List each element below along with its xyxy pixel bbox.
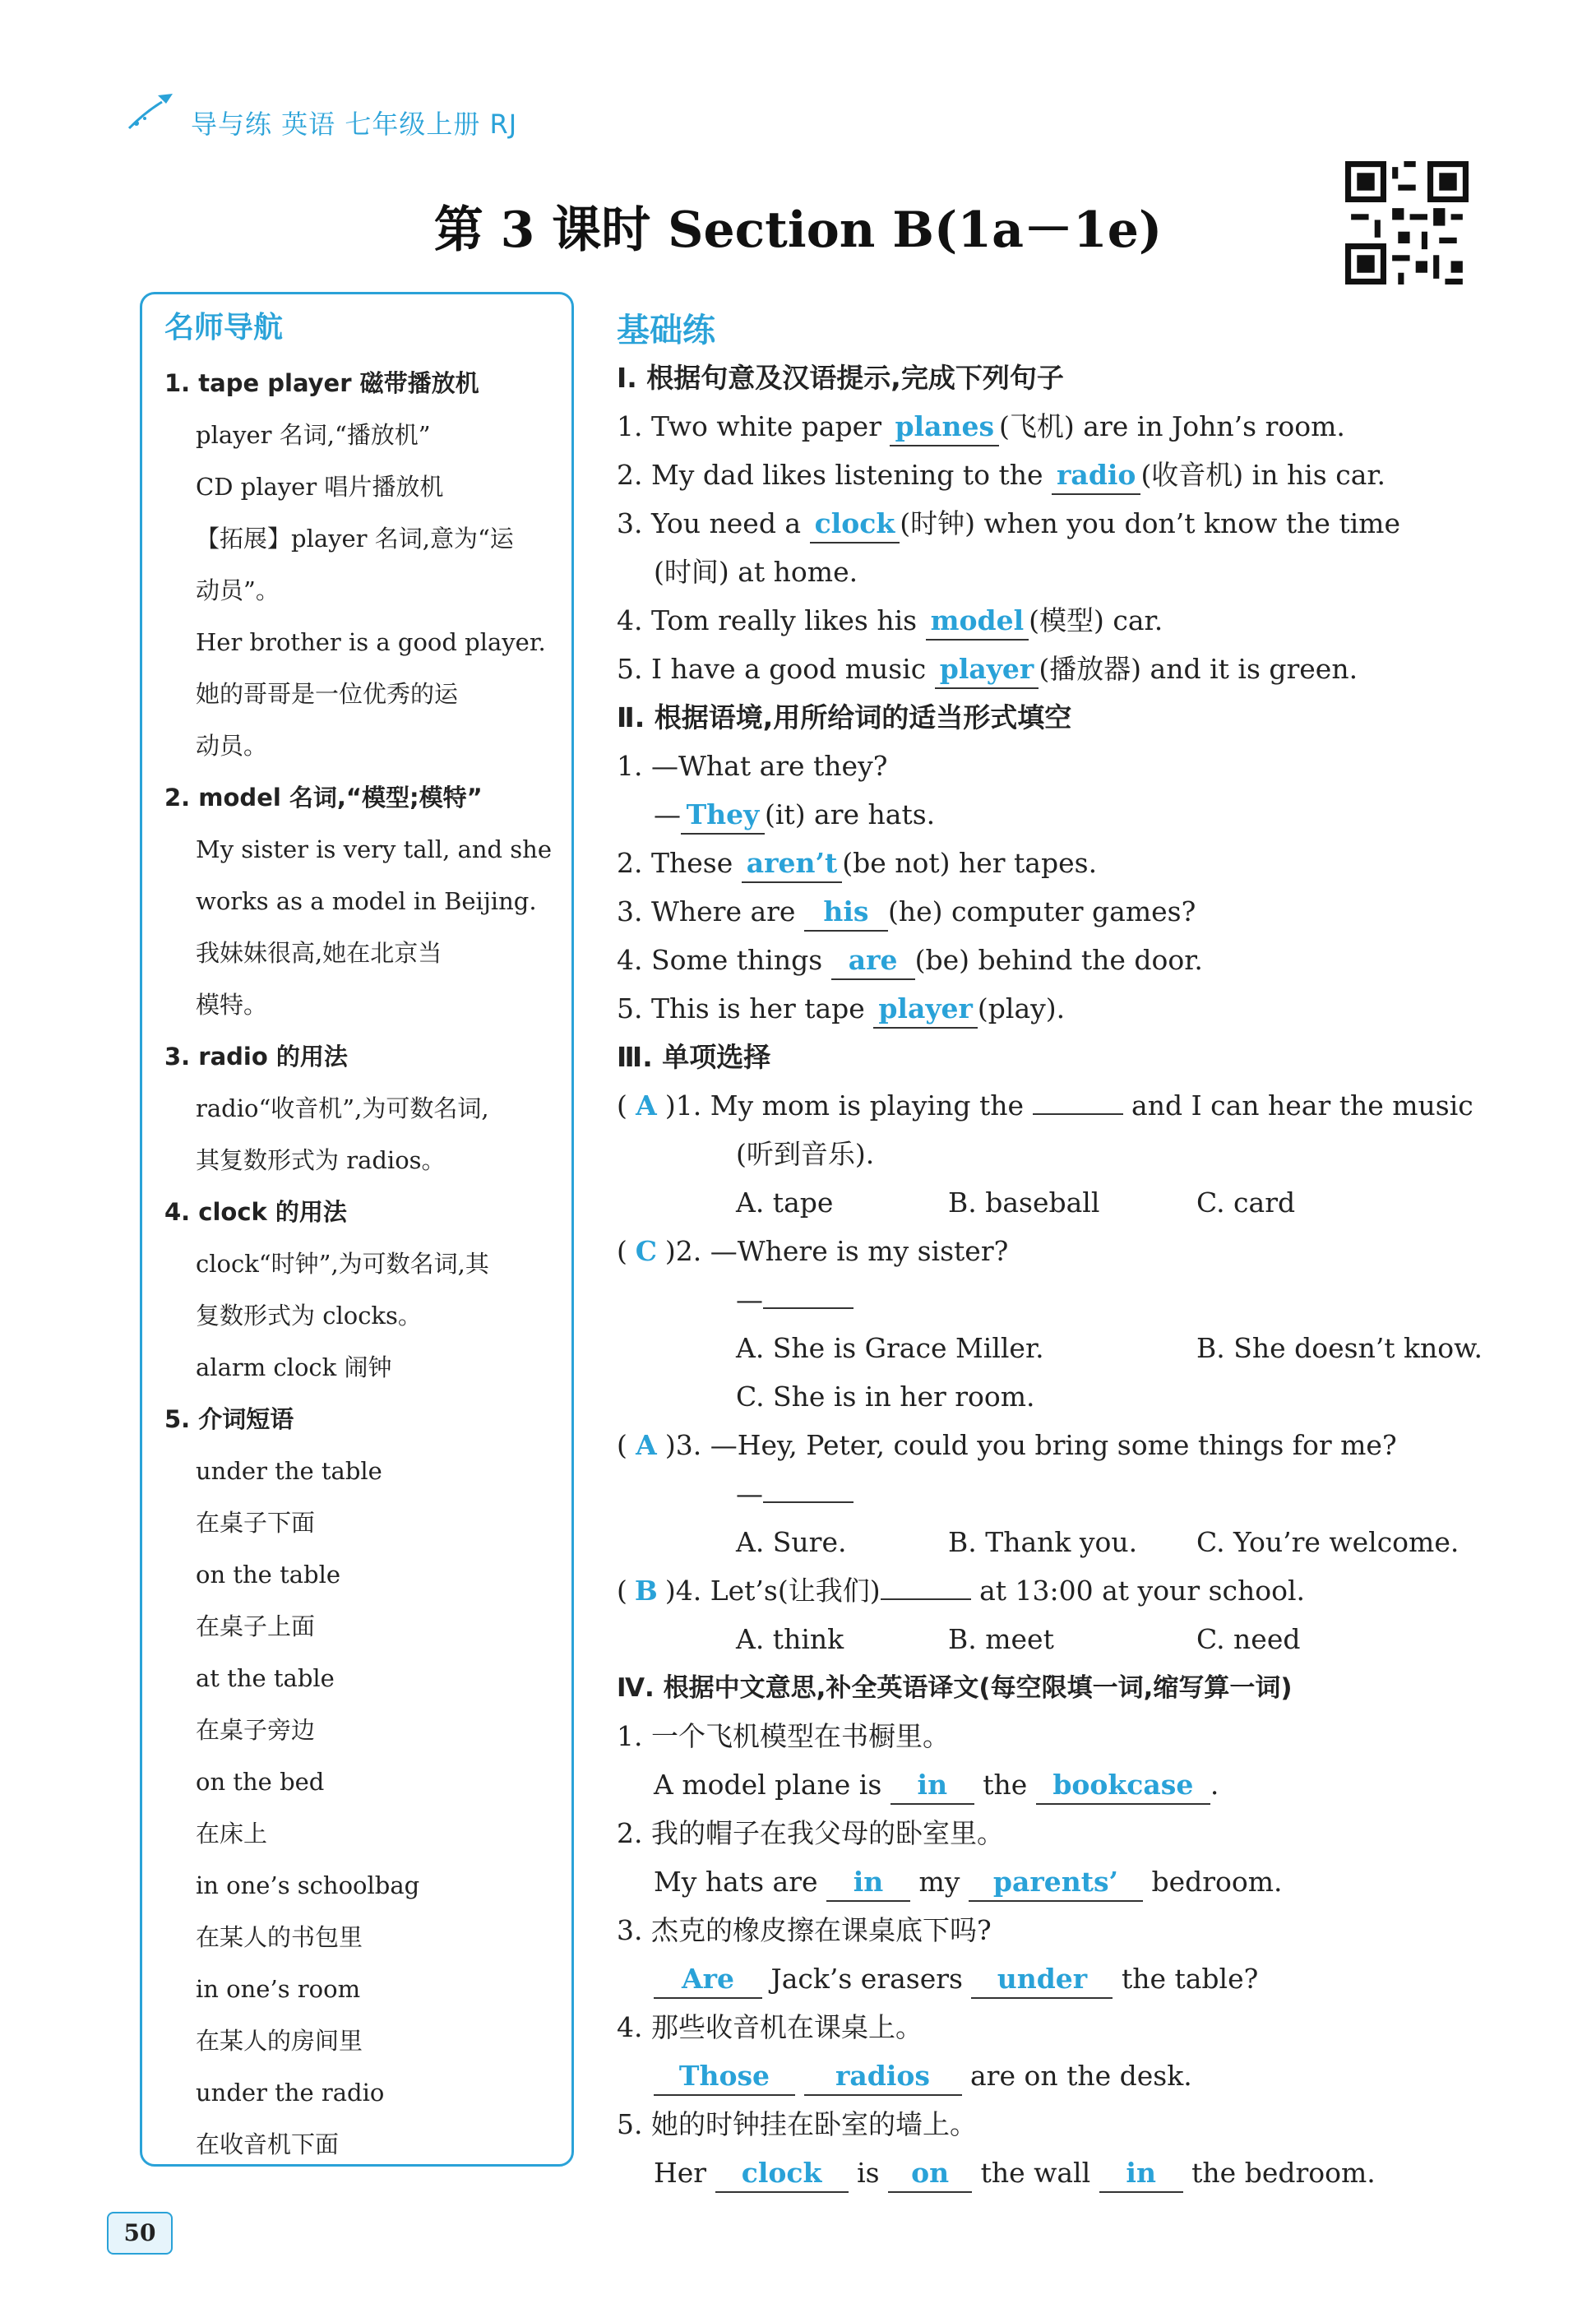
sidebar-line: Her brother is a good player. (196, 628, 546, 656)
blank-line (763, 1307, 854, 1309)
part3-q2-opt-b: B. She doesn’t know. (1196, 1332, 1483, 1364)
part2-q3: 3. Where are his (he) computer games? (617, 894, 1196, 932)
answer-blank: in (826, 1864, 910, 1902)
page-title: 第 3 课时 Section B(1a－1e) (433, 201, 1163, 259)
part3-q1-opt-b: B. baseball (948, 1186, 1100, 1219)
sidebar-line: clock“时钟”,为可数名词,其 (196, 1250, 489, 1278)
answer-blank: parents’ (969, 1864, 1143, 1902)
part3-q2-opt-a: A. She is Grace Miller. (736, 1332, 1044, 1364)
sidebar-line: in one’s schoolbag (196, 1871, 420, 1899)
sidebar-line: 动员”。 (196, 576, 280, 604)
sidebar-line: alarm clock 闹钟 (196, 1353, 392, 1381)
part2-title: Ⅱ. 根据语境,用所给词的适当形式填空 (617, 701, 1072, 733)
sidebar-heading: 名师导航 (164, 311, 284, 345)
part3-q4-opt-a: A. think (736, 1623, 844, 1655)
part4-q1: A model plane is in the bookcase . (654, 1767, 1219, 1805)
sidebar-line: in one’s room (196, 1975, 361, 2003)
sidebar-line: 动员。 (196, 732, 268, 760)
part3-q3-reply: — (736, 1476, 854, 1512)
answer-blank: under (971, 1961, 1113, 1999)
part3-q1-opt-c: C. card (1196, 1186, 1296, 1219)
choice-answer: A (636, 1429, 657, 1461)
sidebar-line: player 名词,“播放机” (196, 421, 431, 449)
part3-q2: ( C )2. —Where is my sister? (617, 1233, 1008, 1270)
answer-blank: his (804, 894, 888, 932)
sidebar-point-3: 3. radio 的用法 (164, 1043, 348, 1071)
sidebar-line: 模特。 (196, 991, 268, 1019)
answer-blank: clock (715, 2155, 849, 2193)
answer-blank: on (888, 2155, 972, 2193)
part3-q1: ( A )1. My mom is playing the and I can hear the music (617, 1088, 1473, 1124)
part1-title: Ⅰ. 根据句意及汉语提示,完成下列句子 (617, 362, 1064, 394)
answer-blank: planes (890, 409, 999, 446)
answer-blank: in (891, 1767, 974, 1805)
part2-q4: 4. Some things are (be) behind the door. (617, 942, 1203, 980)
answer-blank: They (681, 797, 765, 835)
sidebar-point-2: 2. model 名词,“模型;模特” (164, 784, 483, 812)
sidebar-line: 在收音机下面 (196, 2130, 340, 2158)
page-number: 50 (107, 2212, 173, 2255)
choice-answer: C (635, 1235, 657, 1267)
part3-q3-opt-a: A. Sure. (736, 1526, 847, 1558)
part4-q5: Her clock is on the wall in the bedroom. (654, 2155, 1376, 2193)
part3-q1-cont: (听到音乐). (736, 1138, 875, 1170)
running-header: 导与练 英语 七年级上册 RJ (191, 109, 518, 140)
part3-title: Ⅲ. 单项选择 (617, 1041, 771, 1073)
part3-q1-opt-a: A. tape (736, 1186, 834, 1219)
part4-q1-cn: 1. 一个飞机模型在书橱里。 (617, 1720, 950, 1752)
part3-q2-opt-c: C. She is in her room. (736, 1381, 1035, 1413)
sidebar-line: 其复数形式为 radios。 (196, 1146, 446, 1174)
part4-q4-cn: 4. 那些收音机在课桌上。 (617, 2011, 923, 2043)
blank-line (1033, 1113, 1123, 1115)
part1-q1: 1. Two white paper planes (飞机) are in John’s room. (617, 409, 1345, 446)
part1-q3-cont: (时间) at home. (654, 556, 858, 588)
blank-line (881, 1598, 971, 1600)
answer-blank: clock (810, 506, 900, 543)
part4-q2: My hats are in my parents’ bedroom. (654, 1864, 1283, 1902)
answer-blank: bookcase (1036, 1767, 1210, 1805)
sidebar-line: on the bed (196, 1768, 325, 1796)
part4-q4: Those radios are on the desk. (654, 2058, 1192, 2096)
sidebar-line: CD player 唱片播放机 (196, 473, 444, 501)
sidebar-line: My sister is very tall, and she (196, 835, 553, 863)
sidebar-line: 在桌子上面 (196, 1612, 316, 1640)
part2-q1: 1. —What are they? (617, 750, 888, 782)
answer-blank: model (926, 603, 1029, 641)
answer-blank: radios (804, 2058, 962, 2096)
part4-q2-cn: 2. 我的帽子在我父母的卧室里。 (617, 1817, 1004, 1849)
part1-q5: 5. I have a good music player (播放器) and it is green. (617, 651, 1358, 689)
part3-q3-opt-b: B. Thank you. (948, 1526, 1138, 1558)
part3-q4: ( B )4. Let’s(让我们) at 13:00 at your school. (617, 1573, 1305, 1609)
sidebar-line: on the table (196, 1561, 341, 1589)
part3-q3-opt-c: C. You’re welcome. (1196, 1526, 1460, 1558)
sidebar-point-5: 5. 介词短语 (164, 1405, 294, 1433)
sidebar-line: under the radio (196, 2079, 385, 2107)
answer-blank: player (935, 651, 1039, 689)
part1-q4: 4. Tom really likes his model (模型) car. (617, 603, 1163, 641)
part3-q4-opt-c: C. need (1196, 1623, 1301, 1655)
sidebar-line: 在某人的房间里 (196, 2027, 363, 2055)
part4-q3: Are Jack’s erasers under the table? (654, 1961, 1258, 1999)
part2-q2: 2. These aren’t (be not) her tapes. (617, 845, 1097, 883)
answer-blank: aren’t (742, 845, 843, 883)
sidebar-point-1: 1. tape player 磁带播放机 (164, 369, 479, 397)
sidebar-point-4: 4. clock 的用法 (164, 1198, 347, 1226)
sidebar-line: under the table (196, 1457, 382, 1485)
part2-q1-answer: — They (it) are hats. (654, 797, 935, 835)
choice-answer: B (634, 1575, 658, 1607)
sidebar-line: 在桌子旁边 (196, 1716, 316, 1744)
sidebar-line: 在桌子下面 (196, 1509, 316, 1537)
part4-q5-cn: 5. 她的时钟挂在卧室的墙上。 (617, 2108, 977, 2140)
sidebar-line: 她的哥哥是一位优秀的运 (196, 680, 459, 708)
answer-blank: are (831, 942, 915, 980)
section-heading: 基础练 (617, 312, 715, 349)
part2-q5: 5. This is her tape player (play). (617, 991, 1065, 1029)
part3-q3: ( A )3. —Hey, Peter, could you bring some things for me? (617, 1427, 1397, 1464)
sidebar-line: at the table (196, 1664, 335, 1692)
answer-blank: in (1099, 2155, 1183, 2193)
part3-q2-reply: — (736, 1282, 854, 1318)
answer-blank: player (873, 991, 978, 1029)
part3-q4-opt-b: B. meet (948, 1623, 1054, 1655)
answer-blank: Those (654, 2058, 795, 2096)
logo-icon (125, 87, 183, 136)
sidebar-line: radio“收音机”,为可数名词, (196, 1094, 489, 1122)
part1-q3: 3. You need a clock (时钟) when you don’t know the time (617, 506, 1400, 543)
answer-blank: radio (1052, 457, 1140, 495)
sidebar-line: works as a model in Beijing. (196, 887, 537, 915)
answer-blank: Are (654, 1961, 762, 1999)
sidebar-line: 我妹妹很高,她在北京当 (196, 939, 442, 967)
sidebar-line: 在床上 (196, 1820, 268, 1848)
part1-q2: 2. My dad likes listening to the radio (收音机) in his car. (617, 457, 1386, 495)
sidebar-line: 复数形式为 clocks。 (196, 1302, 422, 1330)
choice-answer: A (636, 1089, 657, 1122)
qr-code-icon (1342, 161, 1472, 284)
part4-title: Ⅳ. 根据中文意思,补全英语译文(每空限填一词,缩写算一词) (617, 1673, 1293, 1703)
blank-line (763, 1501, 854, 1503)
sidebar-line: 【拓展】player 名词,意为“运 (196, 525, 514, 553)
sidebar-line: 在某人的书包里 (196, 1923, 363, 1951)
part4-q3-cn: 3. 杰克的橡皮擦在课桌底下吗? (617, 1914, 992, 1946)
